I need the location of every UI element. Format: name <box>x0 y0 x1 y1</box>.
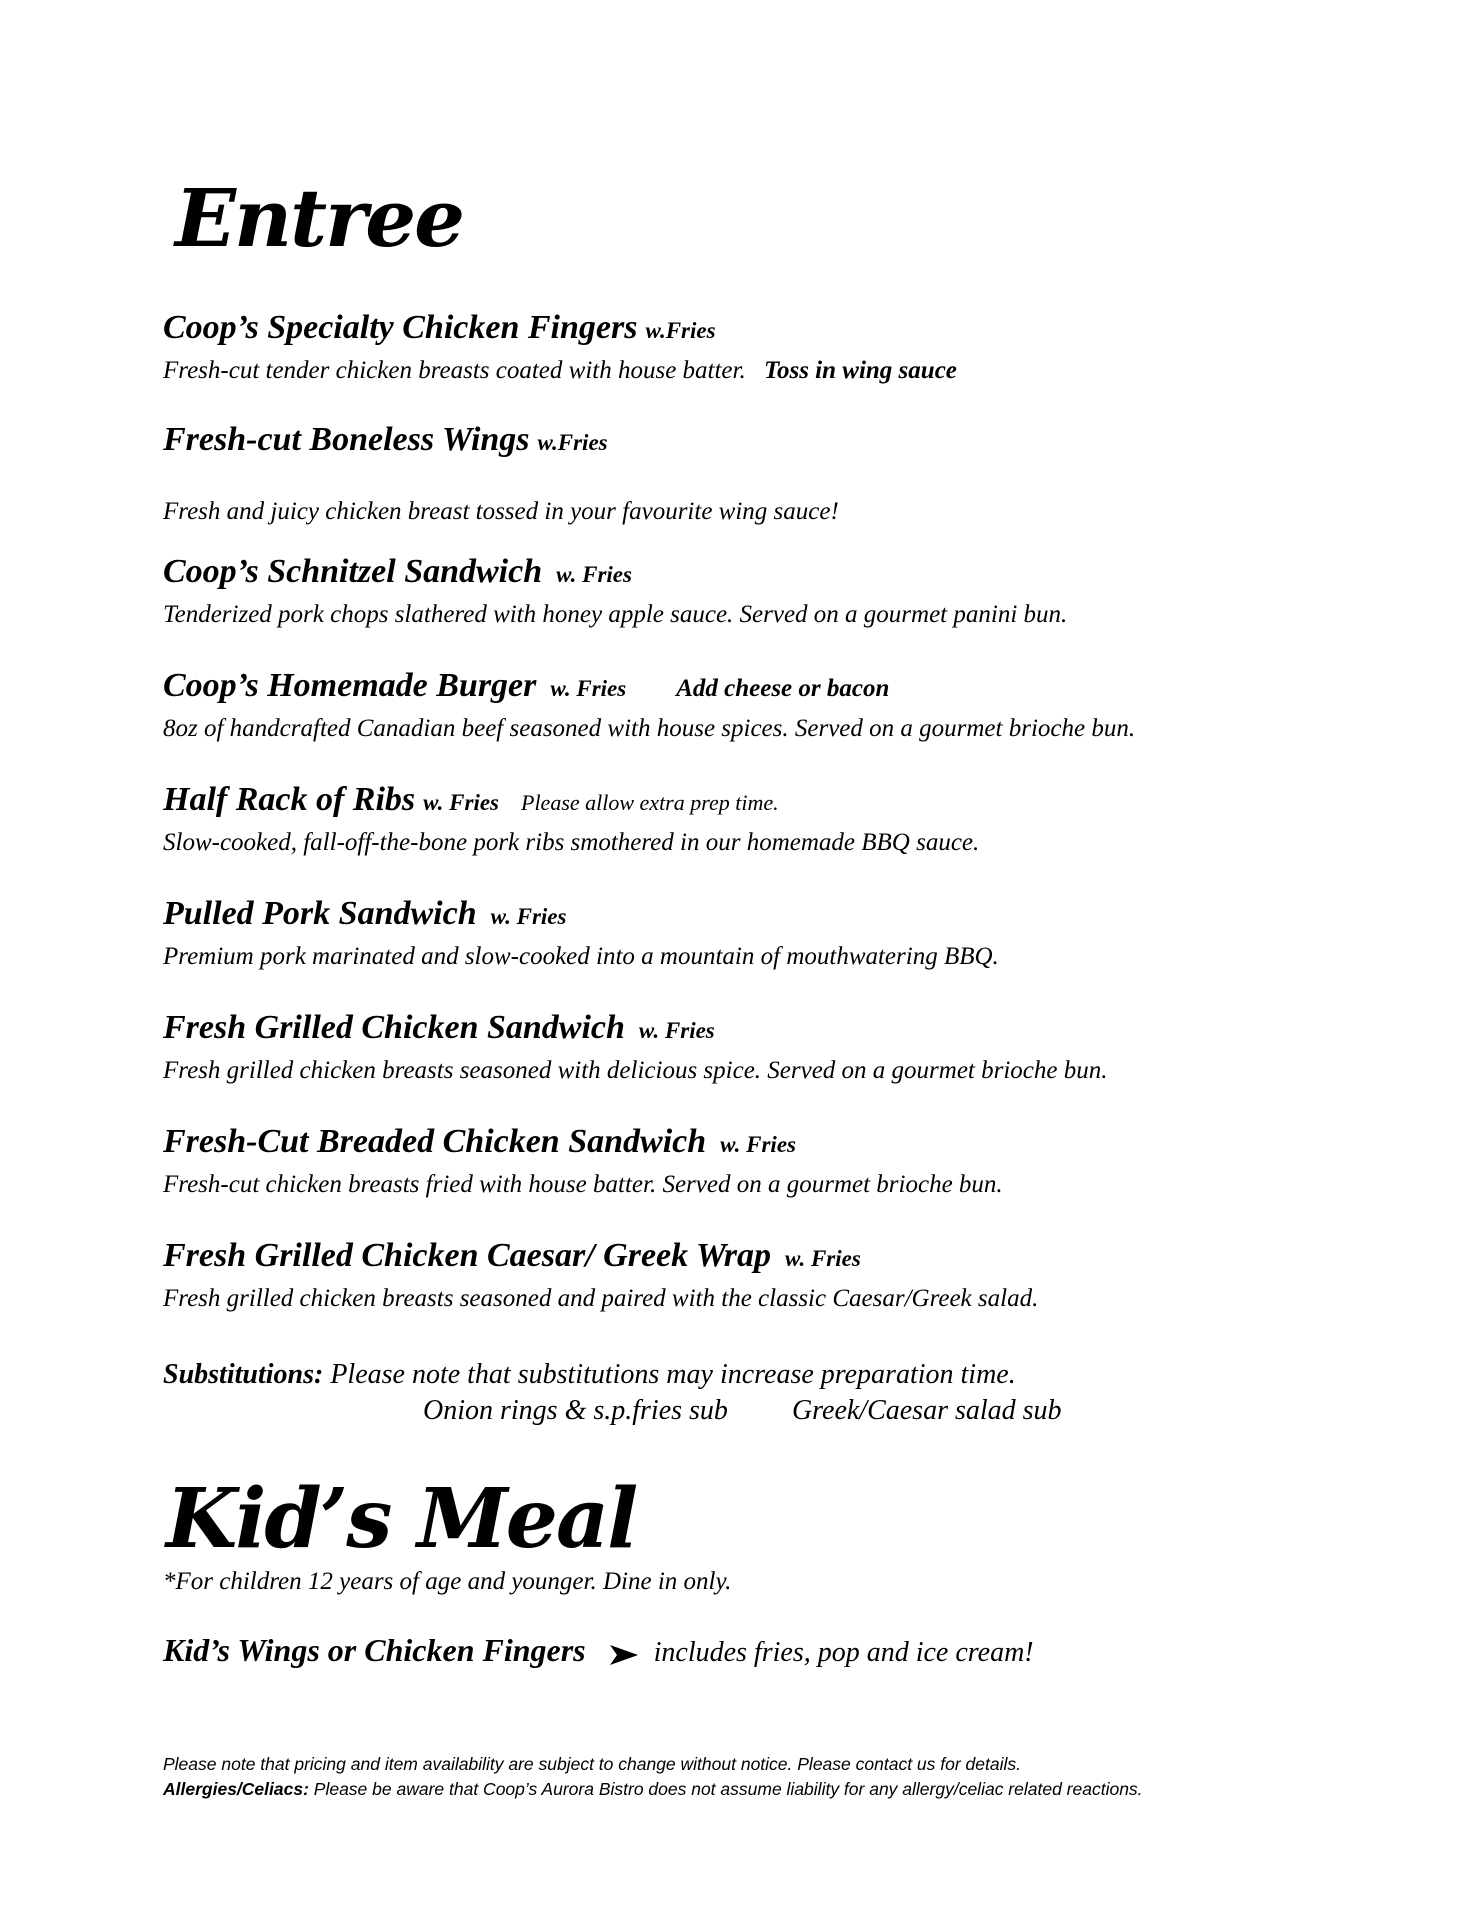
item-side-note: w.Fries <box>645 318 716 343</box>
menu-item <box>163 420 1343 527</box>
kids-meal-title: Kid’s Meal <box>166 1471 637 1567</box>
substitutions-label: Substitutions: <box>163 1359 324 1390</box>
substitution-option: Onion rings & s.p.fries sub <box>423 1395 728 1426</box>
item-description: Slow-cooked, fall-off-the-bone pork ribs smothered in our homemade BBQ sauce. <box>163 829 980 856</box>
right-arrowhead-icon <box>610 1645 638 1670</box>
menu-item <box>163 894 1343 972</box>
item-description: Fresh grilled chicken breasts seasoned with delicious spice. Served on a gourmet brioche bun. <box>163 1057 1108 1084</box>
item-side-note: w. Fries <box>556 562 632 587</box>
pricing-disclaimer: Please note that pricing and item availability are subject to change without notice. Please contact us for details. <box>163 1754 1021 1774</box>
item-name: Coop’s Schnitzel Sandwich <box>163 553 543 590</box>
item-description-emphasis: Toss in wing sauce <box>764 357 957 384</box>
substitutions-note <box>163 1357 1062 1426</box>
menu-item <box>163 780 1343 858</box>
item-side-note: w. Fries <box>490 904 567 929</box>
item-description: Fresh-cut chicken breasts fried with house batter. Served on a gourmet brioche bun. <box>163 1171 1003 1198</box>
kids-includes-text: includes fries, pop and ice cream! <box>653 1637 1034 1668</box>
item-description: 8oz of handcrafted Canadian beef seasoned with house spices. Served on a gourmet brioche bun. <box>163 715 1136 742</box>
menu-item <box>163 666 1343 744</box>
item-side-note: w. Fries <box>784 1246 861 1271</box>
item-name: Fresh-cut Boneless Wings <box>163 421 530 458</box>
item-description: Fresh and juicy chicken breast tossed in your favourite wing sauce! <box>163 498 839 525</box>
allergy-disclaimer: Please be aware that Coop’s Aurora Bistro does not assume liability for any allergy/celiac related reactions. <box>313 1779 1143 1799</box>
item-name: Fresh Grilled Chicken Sandwich <box>163 1009 625 1046</box>
item-prep-note: Please allow extra prep time. <box>521 790 779 815</box>
kids-age-note: *For children 12 years of age and younger. Dine in only. <box>163 1568 732 1595</box>
item-extra-option: Add cheese or bacon <box>676 675 890 702</box>
item-name: Coop’s Homemade Burger <box>163 667 537 704</box>
substitution-option: Greek/Caesar salad sub <box>791 1395 1062 1426</box>
menu-item <box>163 308 1343 386</box>
item-side-note: w. Fries <box>423 790 499 815</box>
item-side-note: w. Fries <box>550 676 627 701</box>
menu-item <box>163 1122 1343 1200</box>
footer-disclaimer <box>163 1752 1143 1802</box>
item-name: Fresh Grilled Chicken Caesar/ Greek Wrap <box>163 1237 771 1274</box>
menu-item <box>163 552 1343 630</box>
item-side-note: w. Fries <box>720 1132 796 1157</box>
item-description: Premium pork marinated and slow-cooked into a mountain of mouthwatering BBQ. <box>163 943 999 970</box>
kids-menu-item <box>163 1632 1034 1670</box>
item-description: Fresh grilled chicken breasts seasoned and paired with the classic Caesar/Greek salad. <box>163 1285 1039 1312</box>
item-name: Pulled Pork Sandwich <box>163 895 477 932</box>
item-name: Fresh-Cut Breaded Chicken Sandwich <box>163 1123 707 1160</box>
allergy-label: Allergies/Celiacs: <box>163 1779 309 1799</box>
item-description: Fresh-cut tender chicken breasts coated with house batter. <box>163 357 746 384</box>
item-side-note: w.Fries <box>537 430 608 455</box>
substitutions-text: Please note that substitutions may increase preparation time. <box>330 1359 1016 1390</box>
item-name: Coop’s Specialty Chicken Fingers <box>163 309 638 346</box>
item-side-note: w. Fries <box>638 1018 715 1043</box>
item-description: Tenderized pork chops slathered with honey apple sauce. Served on a gourmet panini bun. <box>163 601 1068 628</box>
item-name: Half Rack of Ribs <box>163 781 416 818</box>
menu-item <box>163 1008 1343 1086</box>
entree-title: Entree <box>175 171 464 265</box>
kids-item-name: Kid’s Wings or Chicken Fingers <box>163 1632 586 1668</box>
menu-item <box>163 1236 1343 1314</box>
